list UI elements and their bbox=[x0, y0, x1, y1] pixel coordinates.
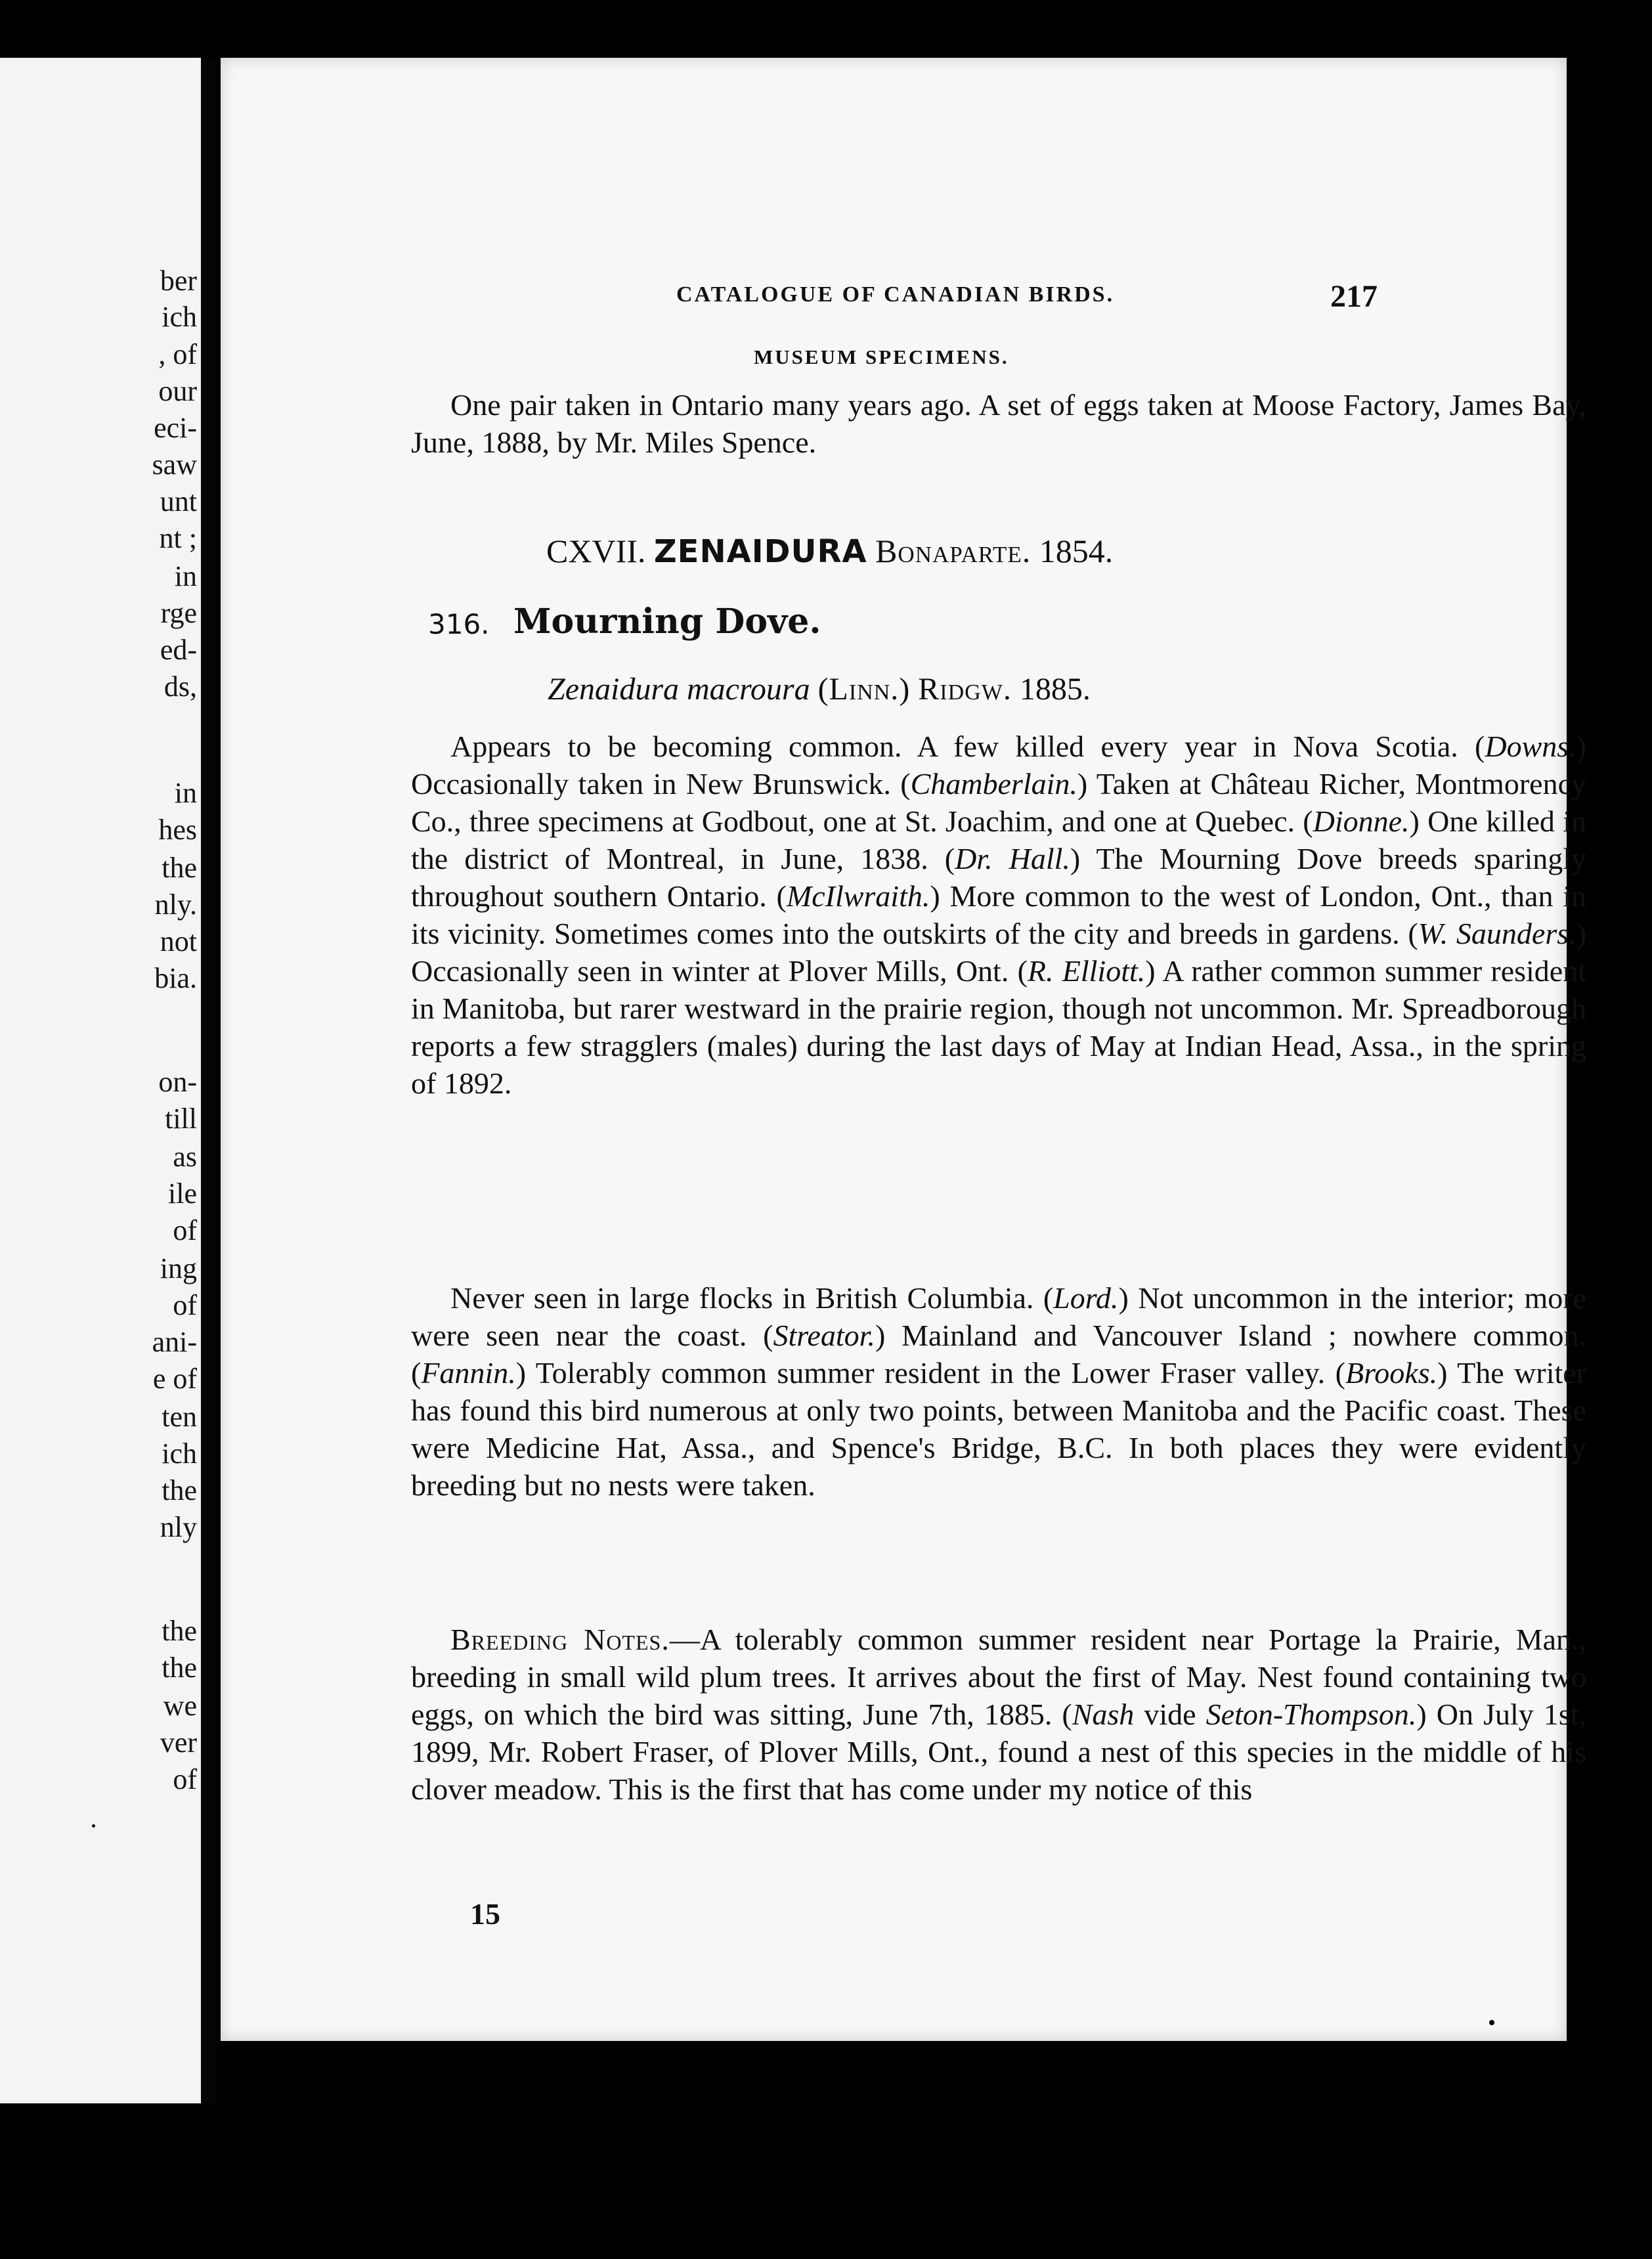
citation: Brooks. bbox=[1345, 1356, 1438, 1390]
facing-page-line: nt ; bbox=[159, 522, 197, 554]
speck bbox=[92, 1824, 95, 1828]
facing-page-line: of bbox=[173, 1214, 197, 1246]
book-page bbox=[221, 58, 1587, 2041]
facing-page-line: nly. bbox=[154, 888, 197, 921]
authority-current: Ridgw. bbox=[918, 672, 1012, 707]
facing-page-line: on- bbox=[158, 1066, 197, 1098]
genus-roman-numeral: CXVII. bbox=[546, 533, 646, 569]
citation: Fannin. bbox=[421, 1356, 516, 1390]
section-lead: Breeding Notes. bbox=[450, 1623, 670, 1656]
facing-page-line: ing bbox=[160, 1252, 197, 1284]
facing-page-line: rge bbox=[160, 597, 197, 629]
museum-specimens-heading: MUSEUM SPECIMENS. bbox=[754, 345, 1009, 368]
facing-page-line: ed- bbox=[160, 634, 197, 666]
citation: Dr. Hall. bbox=[955, 842, 1070, 875]
species-common-name: Mourning Dove. bbox=[513, 602, 821, 642]
facing-page-line: not bbox=[160, 925, 197, 957]
facing-page-line: in bbox=[174, 777, 197, 809]
species-year: 1885. bbox=[1019, 672, 1091, 707]
facing-page-line: ich bbox=[162, 301, 197, 333]
facing-page-line: the bbox=[162, 1615, 197, 1647]
genus-name: ZENAIDURA bbox=[653, 533, 867, 570]
species-number: 316. bbox=[428, 608, 490, 640]
text-run: ) One killed in the district of Montreal, in June, 1838. ( bbox=[411, 804, 1586, 875]
facing-page-line: we bbox=[163, 1690, 197, 1722]
text-run: Appears to be becoming common. A few killed every year in Nova Scotia. ( bbox=[450, 730, 1485, 763]
facing-page-line: of bbox=[173, 1763, 197, 1795]
facing-page-line: of bbox=[173, 1289, 197, 1321]
facing-page-line: till bbox=[165, 1103, 197, 1135]
facing-page-line: as bbox=[173, 1141, 197, 1173]
text-run: ) A rather common summer resident in Manitoba, but rarer westward in the prairie region, though not uncommon. Mr. Spreadborough reports a few stragglers (males) during the last days of May at Indian Head, Assa., in the spring of 1892. bbox=[411, 954, 1587, 1100]
facing-page-line: eci- bbox=[154, 412, 197, 444]
signature-mark: 15 bbox=[470, 1897, 500, 1931]
genus-year: 1854. bbox=[1039, 533, 1114, 569]
facing-page-line: nly bbox=[160, 1511, 197, 1543]
facing-page-fragment bbox=[0, 58, 201, 2103]
facing-page-line: ani- bbox=[152, 1326, 197, 1358]
citation: R. Elliott. bbox=[1027, 954, 1146, 988]
facing-page-line: the bbox=[162, 1474, 197, 1506]
authority-original: (Linn.) bbox=[817, 672, 911, 707]
citation: Chamberlain. bbox=[910, 767, 1077, 801]
citation: McIlwraith. bbox=[786, 879, 930, 913]
genus-heading bbox=[546, 532, 1113, 570]
speck bbox=[1489, 2020, 1494, 2025]
facing-page-line: in bbox=[174, 560, 197, 592]
citation: Downs. bbox=[1485, 730, 1576, 763]
facing-page-line: ber bbox=[160, 265, 197, 297]
text-run: ) Occasionally seen in winter at Plover Mills, Ont. ( bbox=[411, 917, 1586, 988]
running-header: CATALOGUE OF CANADIAN BIRDS. bbox=[676, 282, 1115, 307]
facing-page-line: the bbox=[162, 852, 197, 884]
museum-specimens-text: One pair taken in Ontario many years ago. A set of eggs taken at Moose Factory, James Bay, June, 1888, by Mr. Miles Spence. bbox=[411, 388, 1586, 459]
facing-page-line: , of bbox=[158, 338, 197, 370]
citation: Dionne. bbox=[1313, 804, 1410, 838]
facing-page-line: our bbox=[158, 375, 197, 407]
facing-page-line: ds, bbox=[163, 670, 197, 703]
text-run: ) Mainland and Vancouver Island ; nowhere common. ( bbox=[411, 1319, 1586, 1390]
facing-page-line: ver bbox=[160, 1726, 197, 1759]
citation: Seton-Thompson. bbox=[1206, 1698, 1417, 1731]
distribution-paragraph-east bbox=[411, 728, 1586, 1102]
facing-page-line: ten bbox=[162, 1401, 197, 1433]
text-run: vide bbox=[1134, 1698, 1206, 1731]
text-run: ) Not uncommon in the interior; more were seen near the coast. ( bbox=[411, 1281, 1586, 1352]
facing-page-line: ile bbox=[168, 1177, 197, 1210]
text-run: ) Taken at Château Richer, Montmorency Co., three specimens at Godbout, one at St. Joachim, and one at Quebec. ( bbox=[411, 767, 1586, 838]
scientific-name: Zenaidura macroura bbox=[548, 672, 810, 707]
text-run: ) Tolerably common summer resident in the Lower Fraser valley. ( bbox=[515, 1356, 1345, 1390]
facing-page-line: the bbox=[162, 1652, 197, 1684]
facing-page-line: e of bbox=[152, 1363, 197, 1395]
text-run: ) Occasionally taken in New Brunswick. ( bbox=[411, 730, 1586, 801]
genus-author: Bonaparte. bbox=[875, 533, 1032, 569]
facing-page-line: ich bbox=[162, 1437, 197, 1470]
distribution-paragraph-west bbox=[411, 1279, 1586, 1504]
citation: W. Saunders. bbox=[1418, 917, 1576, 950]
text-run: ) The writer has found this bird numerous at only two points, between Manitoba and the Pacific coast. These were Medicine Hat, Assa., and Spence's Bridge, B.C. In both places they were evidently breeding but no nests were taken. bbox=[411, 1356, 1586, 1502]
citation: Lord. bbox=[1053, 1281, 1119, 1315]
citation: Streator. bbox=[773, 1319, 875, 1352]
text-run: ) On July 1st, 1899, Mr. Robert Fraser, of Plover Mills, Ont., found a nest of this species in the middle of his clover meadow. This is the first that has come under my notice of this bbox=[411, 1698, 1587, 1806]
text-run: ) More common to the west of London, Ont., than in its vicinity. Sometimes comes into the outskirts of the city and breeds in gardens. ( bbox=[411, 879, 1586, 950]
facing-page-line: bia. bbox=[154, 962, 197, 994]
species-binomial bbox=[548, 671, 1091, 707]
citation: Nash bbox=[1072, 1698, 1135, 1731]
text-run: —A tolerably common summer resident near Portage la Prairie, Man., breeding in small wild plum trees. It arrives about the first of May. Nest found containing two eggs, on which the bird was sitting, June 7th, 1885. ( bbox=[411, 1623, 1587, 1731]
book-gutter bbox=[201, 58, 217, 2103]
text-run: ) The Mourning Dove breeds sparingly throughout southern Ontario. ( bbox=[411, 842, 1586, 913]
text-run: Never seen in large flocks in British Columbia. ( bbox=[450, 1281, 1054, 1315]
page-number: 217 bbox=[1330, 279, 1378, 314]
facing-page-line: unt bbox=[160, 485, 197, 517]
breeding-notes-paragraph bbox=[411, 1621, 1586, 1808]
facing-page-line: hes bbox=[158, 814, 197, 846]
facing-page-line: saw bbox=[152, 449, 197, 481]
